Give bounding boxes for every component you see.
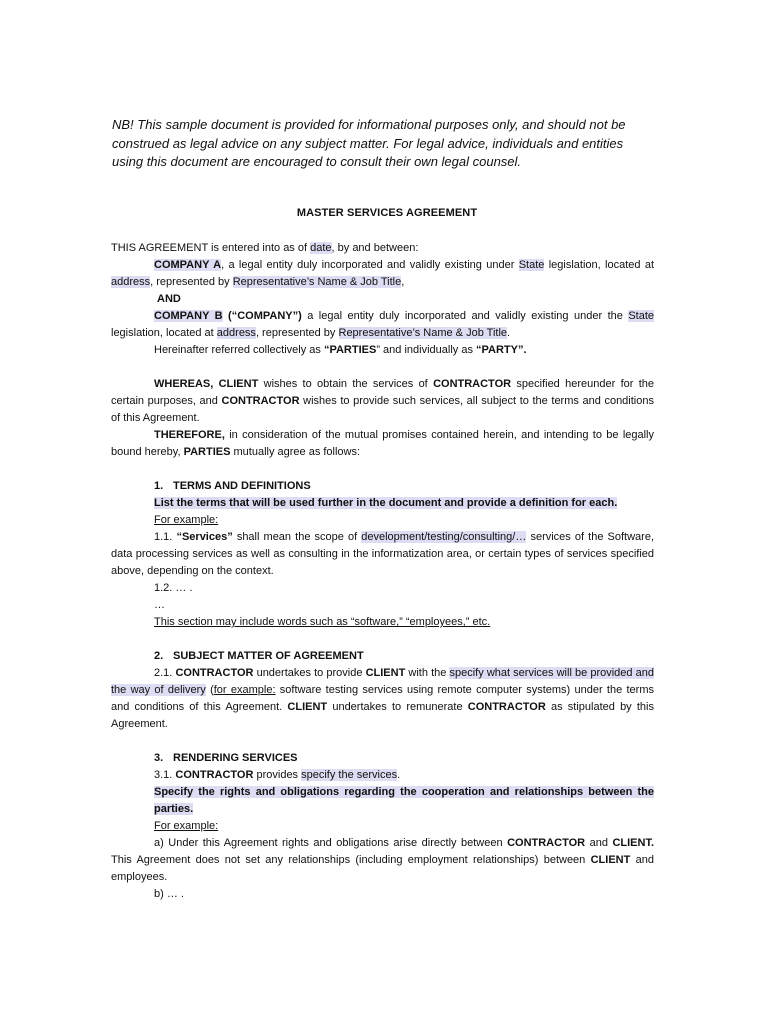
hereinafter-paragraph: Hereinafter referred collectively as “PARTIES” and individually as “PARTY”. bbox=[154, 344, 527, 356]
representative-placeholder: Representative’s Name & Job Title bbox=[338, 327, 508, 339]
definition-1-1: 1.1. “Services” shall mean the scope of development/testing/consulting/… services of the Software, data processing services as well as consulting in the informatization area, or certain types of services specified above, depending on the context. bbox=[111, 531, 655, 577]
section-3-heading: 3. RENDERING SERVICES bbox=[154, 752, 298, 764]
section-1-heading: 1. TERMS AND DEFINITIONS bbox=[154, 480, 311, 492]
section-2-heading: 2. SUBJECT MATTER OF AGREEMENT bbox=[154, 650, 364, 662]
services-delivery-placeholder: specify what services will be provided and the way of delivery bbox=[111, 667, 654, 696]
party-a-paragraph: COMPANY A, a legal entity duly incorporated and validly existing under State legislation, located at address, represented by Representative’s Name & Job Title, bbox=[111, 259, 654, 288]
date-placeholder: date bbox=[310, 242, 332, 254]
section-1-instruction: List the terms that will be used further in the document and provide a definition for each. bbox=[154, 497, 618, 509]
and-label: AND bbox=[157, 293, 181, 305]
document-body bbox=[111, 240, 654, 903]
company-a-name: COMPANY A bbox=[154, 259, 222, 271]
therefore-paragraph: THEREFORE, in consideration of the mutual promises contained herein, and intending to be legally bound hereby, PARTIES mutually agree as follows: bbox=[111, 429, 654, 458]
disclaimer-note: NB! This sample document is provided for informational purposes only, and should not be construed as legal advice on any subject matter. For legal advice, individuals and entities using this document are encouraged to consult their own legal counsel. bbox=[112, 117, 626, 169]
definition-1-2: 1.2. … . bbox=[154, 582, 193, 594]
representative-placeholder: Representative’s Name & Job Title bbox=[232, 276, 402, 288]
clause-3-b: b) … . bbox=[154, 888, 184, 900]
address-placeholder: address bbox=[111, 276, 151, 288]
section-1-note: This section may include words such as “software,” “employees,” etc. bbox=[154, 616, 491, 628]
document-title: MASTER SERVICES AGREEMENT bbox=[296, 207, 478, 219]
party-b-paragraph: COMPANY B (“COMPANY”) a legal entity duly incorporated and validly existing under the State legislation, located at address, represented by Representative’s Name & Job Title. bbox=[111, 310, 654, 339]
company-b-name: COMPANY B bbox=[154, 310, 223, 322]
address-placeholder: address bbox=[216, 327, 256, 339]
clause-2-1: 2.1. CONTRACTOR undertakes to provide CLIENT with the specify what services will be provided and the way of delivery (for example: software testing services using remote computer systems) under the terms and conditions of this Agreement. CLIENT undertakes to remunerate CONTRACTOR as stipulated by this Agreement. bbox=[111, 667, 654, 730]
clause-3-1: 3.1. CONTRACTOR provides specify the services. bbox=[154, 769, 401, 781]
section-1-example-label: For example: bbox=[154, 514, 219, 526]
state-placeholder: State bbox=[628, 310, 654, 322]
section-3-instruction: Specify the rights and obligations regarding the cooperation and relationships between the parties. bbox=[154, 786, 654, 815]
section-3-example-label: For example: bbox=[154, 820, 219, 832]
services-placeholder: development/testing/consulting/… bbox=[361, 531, 527, 543]
ellipsis-line: … bbox=[154, 599, 165, 611]
intro-paragraph: THIS AGREEMENT is entered into as of date, by and between: bbox=[111, 242, 419, 254]
specify-services-placeholder: specify the services bbox=[301, 769, 398, 781]
whereas-paragraph: WHEREAS, CLIENT wishes to obtain the services of CONTRACTOR specified hereunder for the certain purposes, and CONTRACTOR wishes to provide such services, all subject to the terms and conditions of this Agreement. bbox=[111, 378, 655, 424]
state-placeholder: State bbox=[518, 259, 545, 271]
clause-3-a: a) Under this Agreement rights and obligations arise directly between CONTRACTOR and CLIENT. This Agreement does not set any relationships (including employment relationships) between CLIENT and employees. bbox=[111, 837, 654, 883]
